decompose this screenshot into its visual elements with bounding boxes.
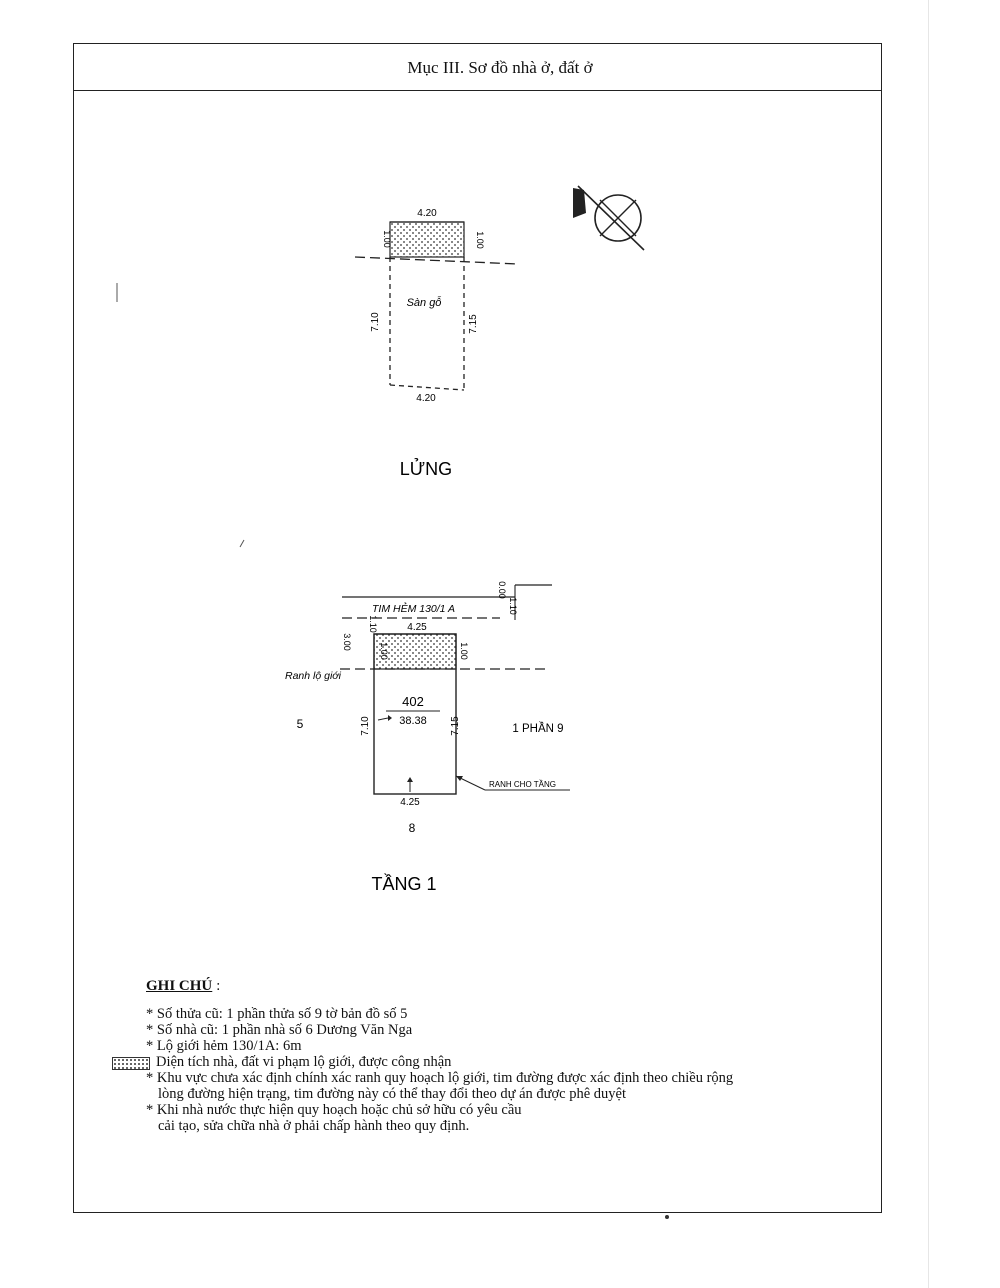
notes-heading: GHI CHÚ bbox=[146, 978, 213, 994]
dim-left-depth: 7.10 bbox=[370, 312, 381, 332]
note-line: * Khu vực chưa xác định chính xác ranh quy hoạch lộ giới, tim đường được xác định theo chiều rộng bbox=[146, 1070, 734, 1086]
dim-left-top: 1.00 bbox=[382, 230, 392, 248]
dim-100-right: 1.00 bbox=[459, 642, 469, 660]
boundary-note: RANH CHO TẦNG bbox=[489, 780, 556, 789]
dim-110-right: 1.10 bbox=[508, 597, 518, 615]
setback-label: Ranh lộ giới bbox=[285, 670, 341, 682]
north-arrow-icon bbox=[573, 186, 644, 250]
parcel-number: 402 bbox=[402, 694, 424, 709]
ground-floor-plan bbox=[285, 581, 570, 894]
mezzanine-label: LỬNG bbox=[399, 459, 453, 479]
dim-300: 3.00 bbox=[342, 633, 352, 651]
note-line: * Khi nhà nước thực hiện quy hoạch hoặc chủ sở hữu có yêu cầu bbox=[146, 1102, 522, 1118]
dim-top-ground: 4.25 bbox=[407, 622, 427, 633]
dim-right-top: 1.00 bbox=[475, 231, 485, 249]
dim-right-depth: 7.15 bbox=[468, 314, 479, 334]
page-title: Mục III. Sơ đồ nhà ở, đất ở bbox=[407, 58, 593, 77]
alley-centerline-label: TIM HẺM 130/1 A bbox=[372, 603, 456, 615]
neighbor-bottom: 8 bbox=[408, 821, 416, 835]
notes-heading-colon: : bbox=[216, 978, 221, 994]
note-line: * Lộ giới hẻm 130/1A: 6m bbox=[146, 1038, 302, 1054]
dim-100-left: 1.00 bbox=[379, 642, 389, 660]
neighbor-left: 5 bbox=[296, 717, 304, 731]
dim-bottom: 4.20 bbox=[416, 393, 436, 404]
dim-110-left: 1.10 bbox=[368, 615, 378, 633]
dim-left-depth-ground: 7.10 bbox=[360, 716, 371, 736]
note-line: cải tạo, sửa chữa nhà ở phải chấp hành theo quy định. bbox=[158, 1118, 470, 1134]
encroachment-area bbox=[390, 222, 464, 257]
dim-bottom-ground: 4.25 bbox=[400, 797, 420, 808]
mezzanine-plan bbox=[355, 208, 518, 479]
legend-text: Diện tích nhà, đất vi phạm lộ giới, được công nhận bbox=[156, 1054, 452, 1070]
dim-top: 4.20 bbox=[417, 208, 437, 219]
dim-000: 0.00 bbox=[497, 581, 507, 599]
legend-hatch-swatch bbox=[112, 1057, 150, 1070]
ground-floor-label: TẦNG 1 bbox=[371, 874, 437, 894]
parcel-area: 38.38 bbox=[399, 715, 427, 727]
dim-right-depth-ground: 7.15 bbox=[450, 716, 461, 736]
note-line: lòng đường hiện trạng, tim đường này có thể thay đổi theo dự án được phê duyệt bbox=[158, 1086, 627, 1102]
note-line: * Số thửa cũ: 1 phần thửa số 9 tờ bản đồ số 5 bbox=[146, 1006, 408, 1022]
floor-material-label: Sàn gỗ bbox=[406, 297, 442, 309]
neighbor-right: 1 PHẦN 9 bbox=[512, 723, 564, 735]
note-line: * Số nhà cũ: 1 phần nhà số 6 Dương Văn Nga bbox=[146, 1022, 413, 1038]
